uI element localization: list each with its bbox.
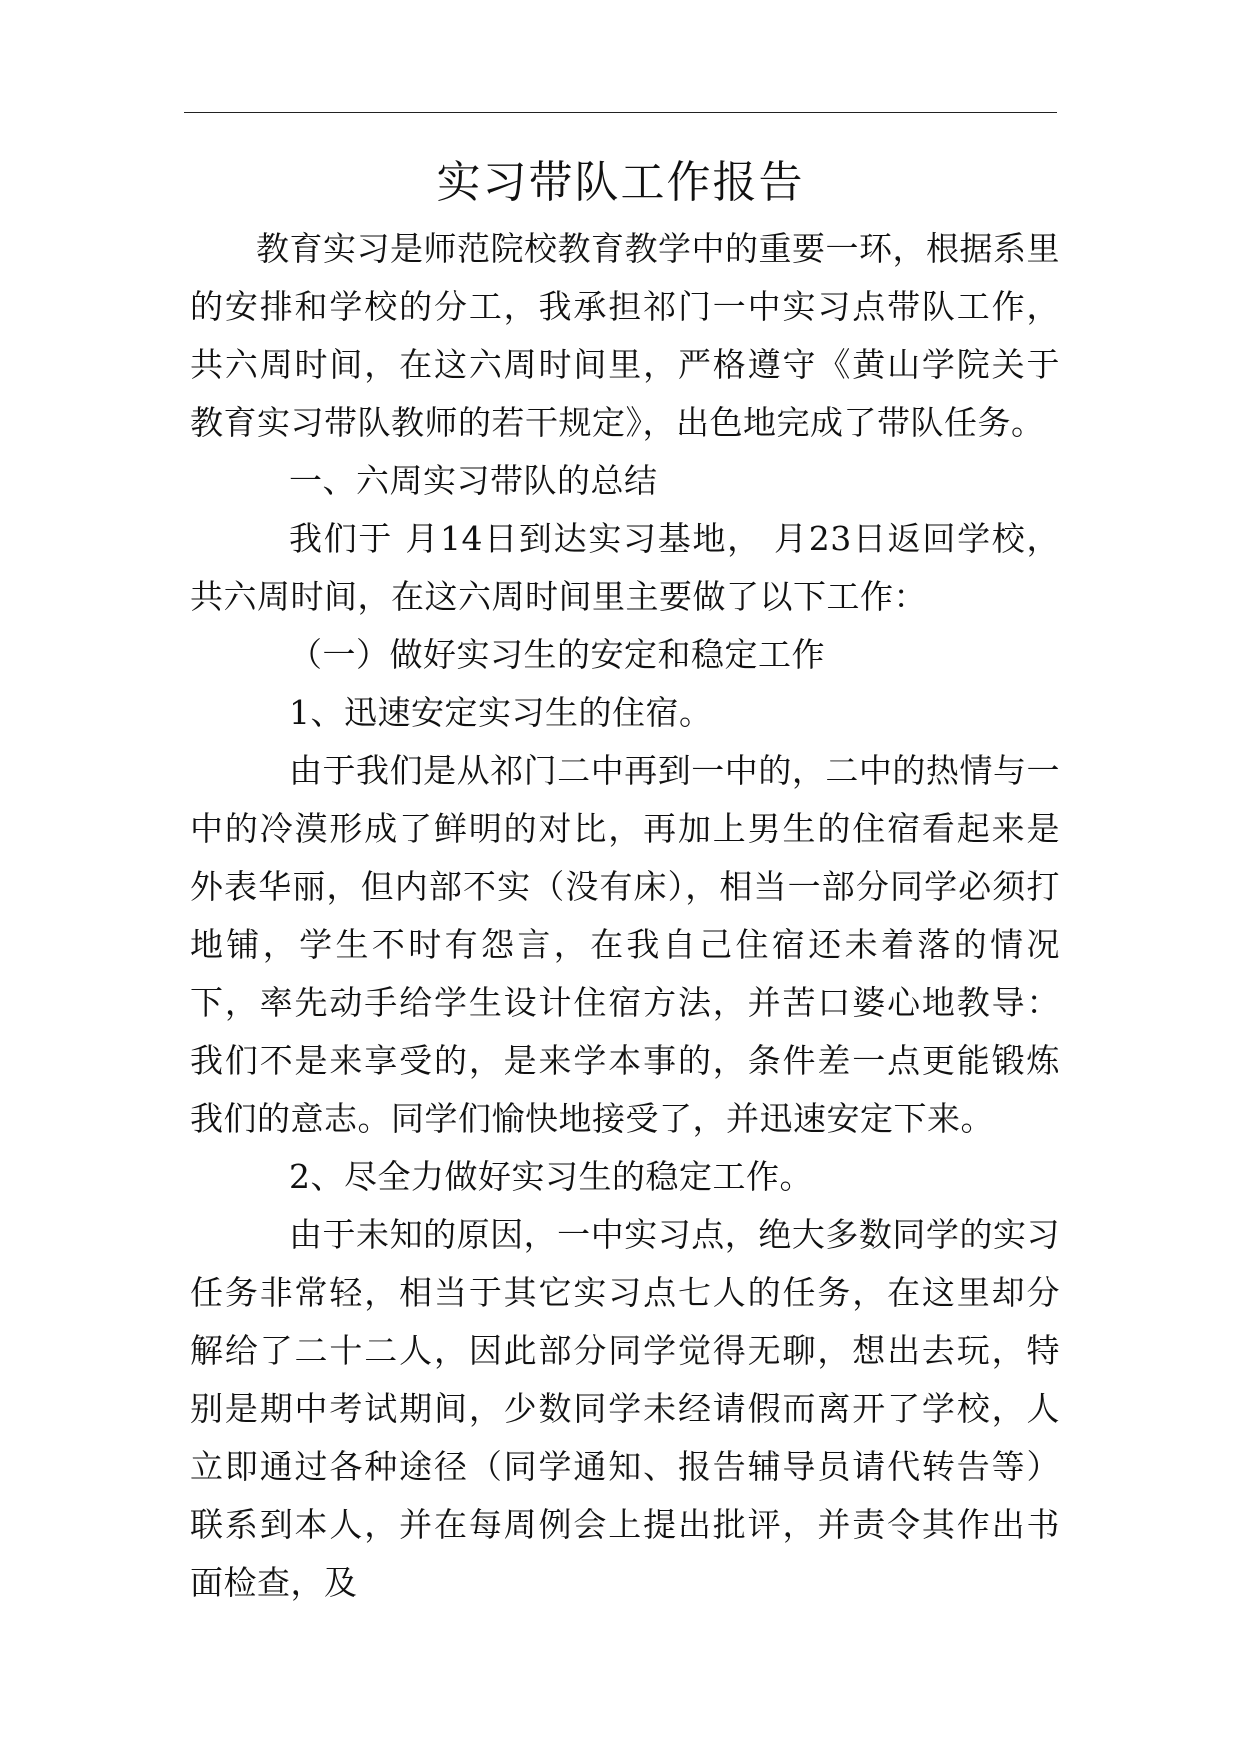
document-title: 实习带队工作报告: [436, 157, 805, 208]
item-heading-1: 1、迅速安定实习生的住宿。: [289, 693, 713, 732]
section-intro-paragraph: 我们于 月14日到达实习基地， 月23日返回学校，共六周时间，在这六周时间里主要做了以下工作：: [190, 519, 1060, 616]
intro-paragraph: 教育实习是师范院校教育教学中的重要一环，根据系里的安排和学校的分工，我承担祁门一中实习点带队工作，共六周时间，在这六周时间里，严格遵守《黄山学院关于教育实习带队教师的若干规定》，出色地完成了带队任务。: [190, 229, 1060, 442]
item-body-2: 由于未知的原因，一中实习点，绝大多数同学的实习任务非常轻，相当于其它实习点七人的任务，在这里却分解给了二十二人，因此部分同学觉得无聊，想出去玩，特别是期中考试期间，少数同学未经请假而离开了学校，人立即通过各种途径（同学通知、报告辅导员请代转告等）联系到本人，并在每周例会上提出批评，并责令其作出书面检查，及: [190, 1215, 1060, 1602]
header-rule: [184, 112, 1057, 113]
subsection-heading: （一）做好实习生的安定和稳定工作: [289, 635, 825, 674]
item-heading-2: 2、尽全力做好实习生的稳定工作。: [289, 1157, 813, 1196]
item-body-1: 由于我们是从祁门二中再到一中的，二中的热情与一中的冷漠形成了鲜明的对比，再加上男生的住宿看起来是外表华丽，但内部不实（没有床），相当一部分同学必须打地铺，学生不时有怨言，在我自己住宿还未着落的情况下，率先动手给学生设计住宿方法，并苦口婆心地教导：我们不是来享受的，是来学本事的，条件差一点更能锻炼我们的意志。同学们愉快地接受了，并迅速安定下来。: [190, 751, 1060, 1138]
section-heading: 一、六周实习带队的总结: [289, 461, 658, 500]
document-body: [190, 220, 1060, 1612]
